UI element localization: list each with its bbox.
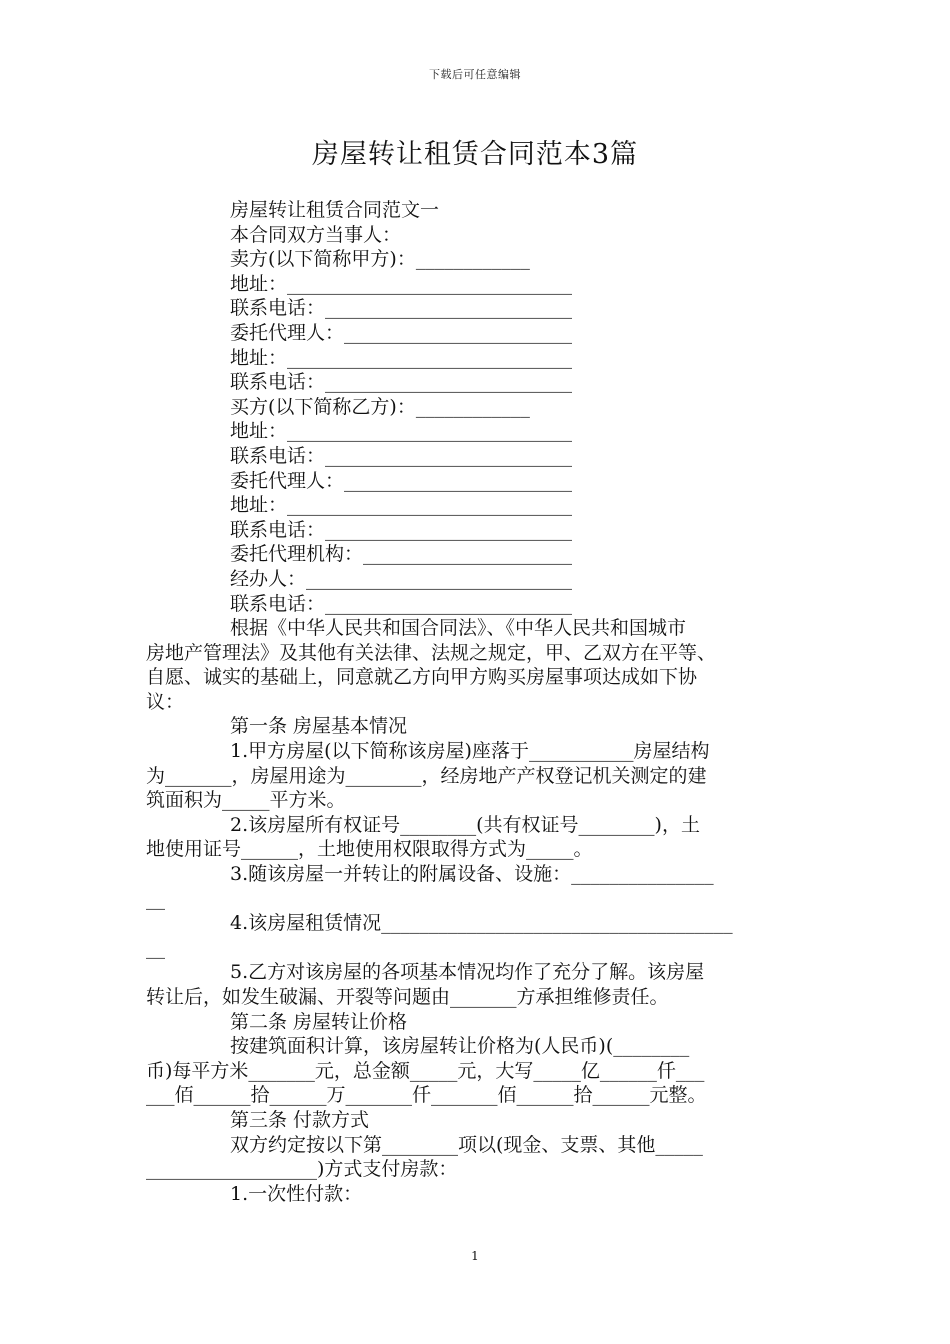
text-line: 根据《中华人民共和国合同法》、《中华人民共和国城市 [230,617,687,640]
text-line: 第二条 房屋转让价格 [230,1010,408,1033]
document-title: 房屋转让租赁合同范本3篇 [311,139,639,170]
text-line: 本合同双方当事人： [230,223,402,246]
text-line: 地使用证号______，土地使用权限取得方式为_____。 [146,838,593,861]
document-body [146,198,806,1206]
text-line: 地址：______________________________ [230,420,573,443]
text-line: 双方约定按以下第________项以(现金、支票、其他_____ [230,1133,703,1156]
text-line: 自愿、诚实的基础上，同意就乙方向甲方购买房屋事项达成如下协 [146,666,698,689]
text-line: 第三条 付款方式 [230,1108,370,1131]
text-line: 联系电话：__________________________ [230,297,573,320]
text-line: 委托代理人：________________________ [230,321,573,344]
text-line: __ [146,887,165,910]
text-line: 地址：______________________________ [230,272,573,295]
text-line: 经办人：____________________________ [230,567,573,590]
text-line: 买方(以下简称乙方)：____________ [230,395,530,418]
text-line: 议： [146,690,185,713]
text-line: 4.该房屋租赁情况_____________________________________ [230,912,733,935]
text-line: 卖方(以下简称甲方)：____________ [230,248,530,271]
page-header: 下载后可任意编辑 [429,68,521,81]
text-line: 1.一次性付款： [230,1182,363,1205]
text-line: 1.甲方房屋(以下简称该房屋)座落于___________房屋结构 [230,740,710,763]
text-line: 5.乙方对该房屋的各项基本情况均作了充分了解。该房屋 [230,961,705,984]
text-line: __________________)方式支付房款： [146,1158,458,1181]
text-line: 为_______，房屋用途为________，经房地产产权登记机关测定的建 [146,764,707,787]
text-line: 币)每平方米_______元，总金额_____元，大写_____亿______仟___ [146,1059,705,1082]
text-line: 联系电话：__________________________ [230,444,573,467]
text-line: 3.随该房屋一并转让的附属设备、设施：_______________ [230,863,714,886]
text-line: 地址：______________________________ [230,346,573,369]
text-line: 地址：______________________________ [230,494,573,517]
text-line: 联系电话：__________________________ [230,592,573,615]
text-line: 委托代理机构：______________________ [230,543,573,566]
text-line: ___佰______拾______万_______仟_______佰______拾______元整。 [146,1084,707,1107]
text-line: 2.该房屋所有权证号________(共有权证号________)，土 [230,813,700,836]
text-line: 第一条 房屋基本情况 [230,715,408,738]
text-line: 转让后，如发生破漏、开裂等问题由_______方承担维修责任。 [146,986,669,1008]
text-line: 联系电话：__________________________ [230,518,573,541]
page-number: 1 [471,1249,479,1263]
text-line: 房地产管理法》及其他有关法律、法规之规定，甲、乙双方在平等、 [146,641,717,664]
text-line: 委托代理人：________________________ [230,469,573,492]
text-line: 房屋转让租赁合同范文一 [230,199,440,221]
text-line: 联系电话：__________________________ [230,371,573,394]
text-line: __ [146,936,165,959]
text-line: 筑面积为_____平方米。 [146,789,346,812]
text-line: 按建筑面积计算，该房屋转让价格为(人民币)(________ [230,1035,690,1058]
